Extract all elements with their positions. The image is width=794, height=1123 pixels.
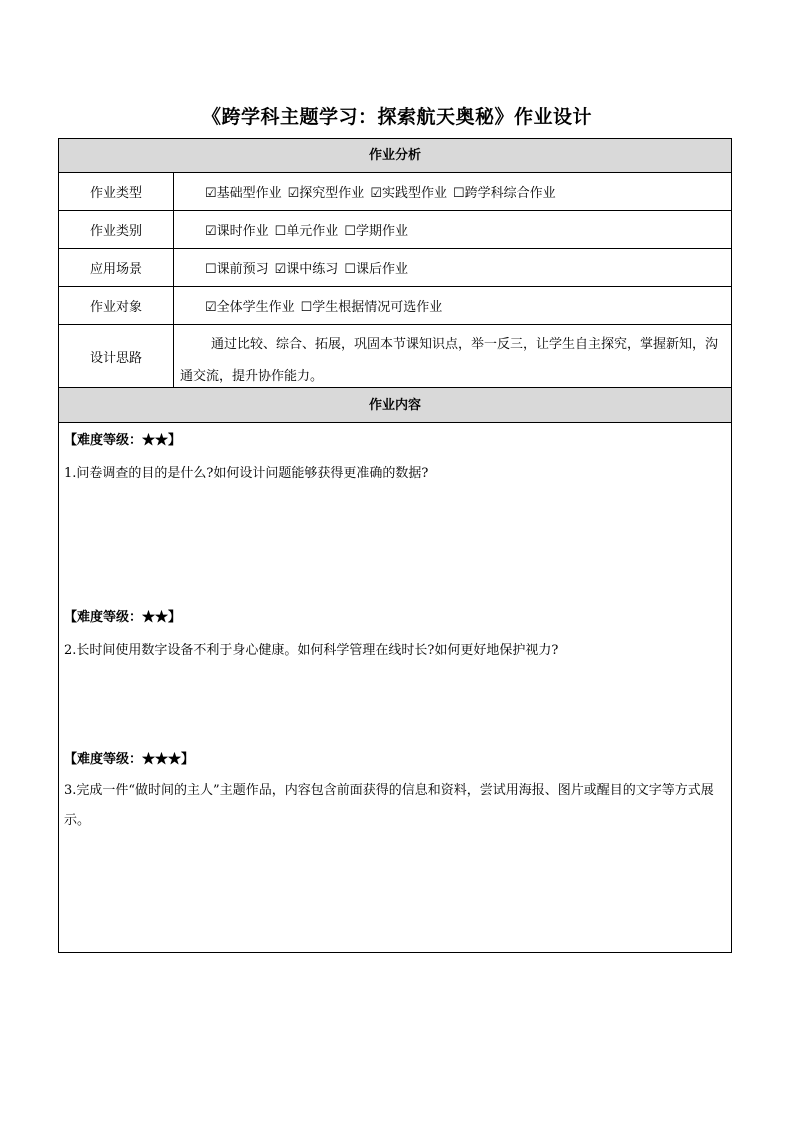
row-homework-type <box>59 173 731 211</box>
row-homework-category <box>59 211 731 249</box>
row-label: 应用场景 <box>59 249 174 286</box>
design-idea-paragraph: 通过比较、综合、拓展，巩固本节课知识点，举一反三，让学生自主探究，掌握新知，沟通交流，提升协作能力。 <box>180 337 719 384</box>
checkbox-option[interactable]: ☐跨学科综合作业 <box>452 186 556 201</box>
design-idea-text <box>174 325 731 387</box>
row-options <box>174 173 731 210</box>
checkbox-option[interactable]: ☐课前预习 <box>205 262 269 277</box>
row-options <box>174 287 731 324</box>
checkbox-option[interactable]: ☑课时作业 <box>205 224 269 239</box>
question-block <box>64 750 728 836</box>
checkbox-option[interactable]: ☑基础型作业 <box>205 186 282 201</box>
difficulty-level: 【难度等级：★★★】 <box>64 752 195 767</box>
checkbox-option[interactable]: ☑探究型作业 <box>287 186 365 201</box>
homework-table <box>58 138 732 953</box>
difficulty-level: 【难度等级：★★】 <box>64 610 182 625</box>
checkbox-option[interactable]: ☐课后作业 <box>344 262 408 277</box>
row-options <box>174 211 731 248</box>
row-label: 作业对象 <box>59 287 174 324</box>
checkbox-option[interactable]: ☑实践型作业 <box>370 186 447 201</box>
row-design-idea <box>59 325 731 387</box>
question-text: 3.完成一件“做时间的主人”主题作品，内容包含前面获得的信息和资料，尝试用海报、图片或醒目的文字等方式展示。 <box>64 783 714 828</box>
row-options <box>174 249 731 286</box>
question-block <box>64 608 728 668</box>
row-application-scene <box>59 249 731 287</box>
question-text: 2.长时间使用数字设备不利于身心健康。如何科学管理在线时长?如何更好地保护视力? <box>64 643 559 658</box>
question-block <box>64 431 728 491</box>
checkbox-option[interactable]: ☐学期作业 <box>344 224 408 239</box>
analysis-header: 作业分析 <box>59 139 731 173</box>
checkbox-option[interactable]: ☐学生根据情况可选作业 <box>300 300 443 315</box>
content-header: 作业内容 <box>59 387 731 423</box>
checkbox-option[interactable]: ☐单元作业 <box>274 224 339 239</box>
row-homework-target <box>59 287 731 325</box>
question-text: 1.问卷调查的目的是什么?如何设计问题能够获得更准确的数据? <box>64 466 429 481</box>
row-label: 作业类型 <box>59 173 174 210</box>
checkbox-option[interactable]: ☑课中练习 <box>274 262 339 277</box>
page-title: 《跨学科主题学习：探索航天奥秘》作业设计 <box>201 106 592 128</box>
row-label: 作业类别 <box>59 211 174 248</box>
difficulty-level: 【难度等级：★★】 <box>64 433 182 448</box>
checkbox-option[interactable]: ☑全体学生作业 <box>205 300 295 315</box>
row-label: 设计思路 <box>59 325 174 387</box>
